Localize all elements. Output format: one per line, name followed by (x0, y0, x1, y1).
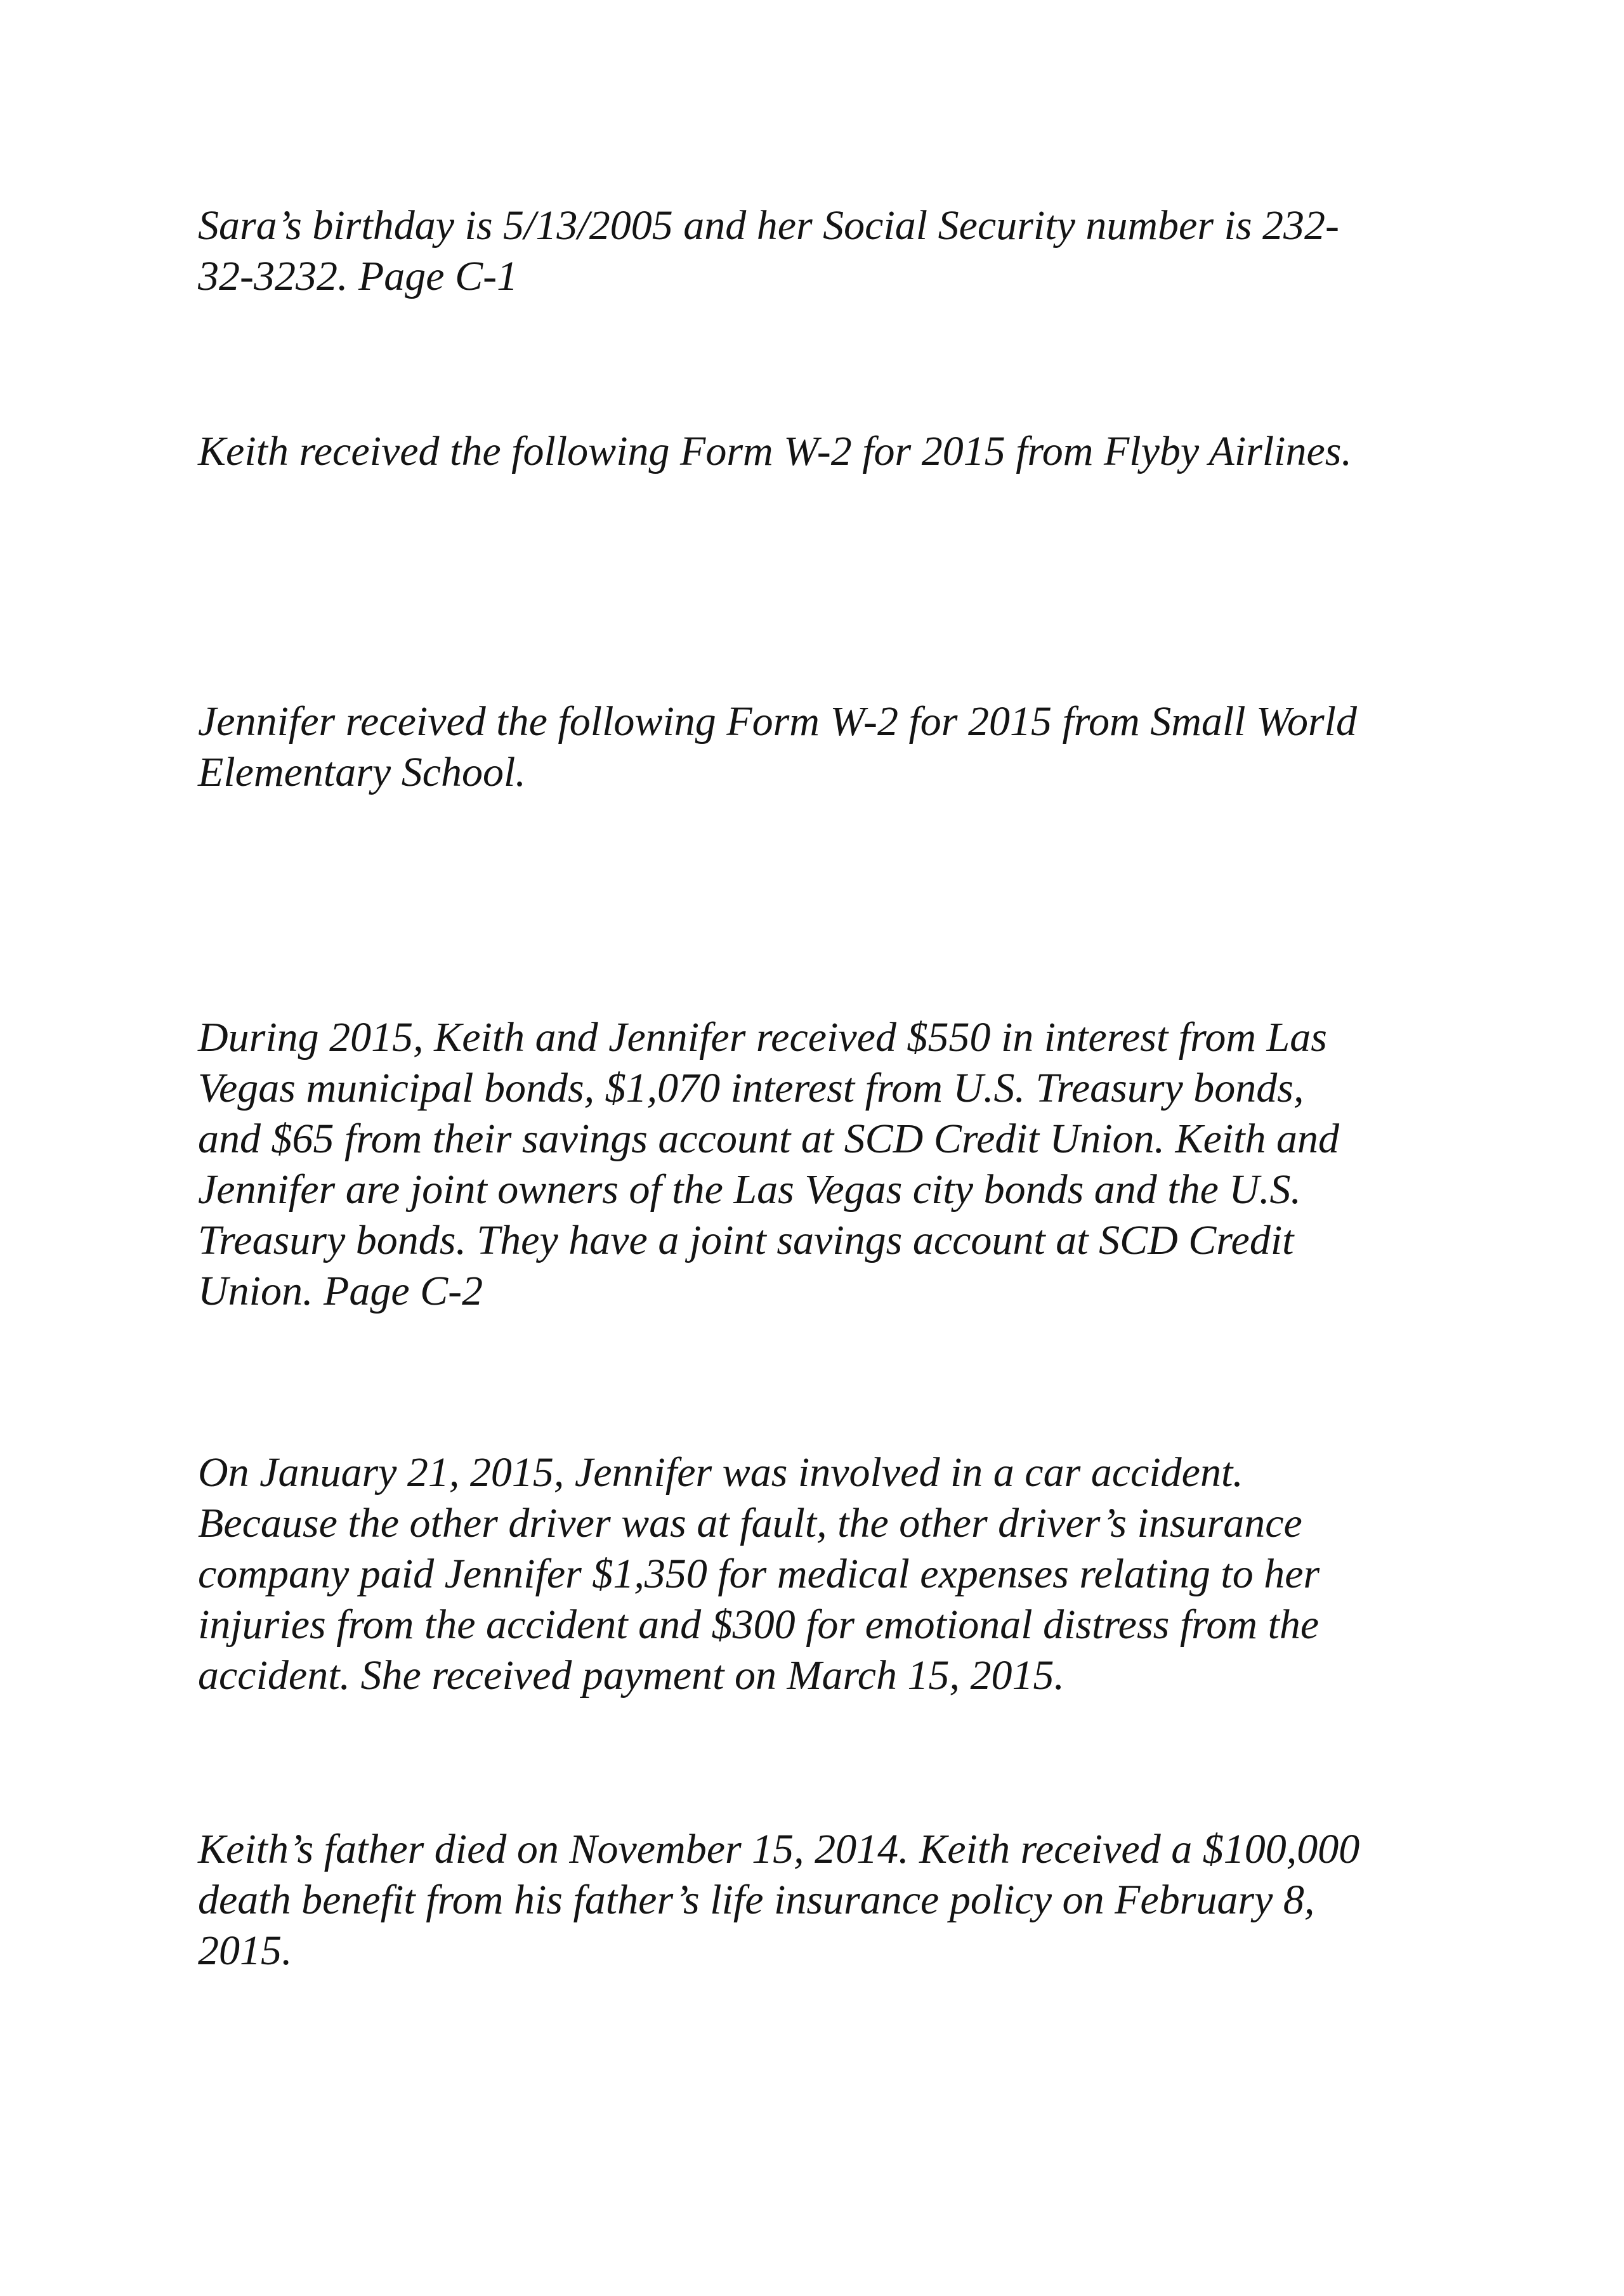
paragraph-sara-birthday (198, 200, 1467, 302)
text-line: Sara’s birthday is 5/13/2005 and her Social Security number is 232- (198, 202, 1340, 249)
text-line: Union. Page C-2 (198, 1268, 483, 1314)
text-line: During 2015, Keith and Jennifer received $550 in interest from Las (198, 1014, 1327, 1060)
text-line: Jennifer received the following Form W-2 for 2015 from Small World (198, 698, 1357, 745)
paragraph-life-insurance (198, 1824, 1467, 1976)
paragraph-keith-w2 (198, 426, 1467, 477)
text-line: On January 21, 2015, Jennifer was involved in a car accident. (198, 1449, 1243, 1496)
text-line: Elementary School. (198, 749, 526, 795)
text-line: injuries from the accident and $300 for emotional distress from the (198, 1601, 1320, 1648)
text-line: 32-3232. Page C-1 (198, 253, 518, 299)
text-line: Keith’s father died on November 15, 2014. Keith received a $100,000 (198, 1826, 1360, 1872)
paragraph-car-accident (198, 1447, 1467, 1701)
text-line: Because the other driver was at fault, the other driver’s insurance (198, 1500, 1302, 1546)
text-line: company paid Jennifer $1,350 for medical expenses relating to her (198, 1551, 1320, 1597)
text-line: accident. She received payment on March 15, 2015. (198, 1652, 1064, 1699)
text-line: Vegas municipal bonds, $1,070 interest from U.S. Treasury bonds, (198, 1065, 1304, 1111)
text-line: Jennifer are joint owners of the Las Vegas city bonds and the U.S. (198, 1166, 1302, 1213)
paragraph-interest-income (198, 1012, 1467, 1317)
paragraph-jennifer-w2 (198, 696, 1467, 798)
text-line: and $65 from their savings account at SCD Credit Union. Keith and (198, 1116, 1340, 1162)
text-line: Treasury bonds. They have a joint savings account at SCD Credit (198, 1217, 1294, 1263)
text-line: Keith received the following Form W-2 for 2015 from Flyby Airlines. (198, 428, 1352, 474)
text-line: 2015. (198, 1927, 292, 1974)
text-line: death benefit from his father’s life insurance policy on February 8, (198, 1877, 1315, 1923)
